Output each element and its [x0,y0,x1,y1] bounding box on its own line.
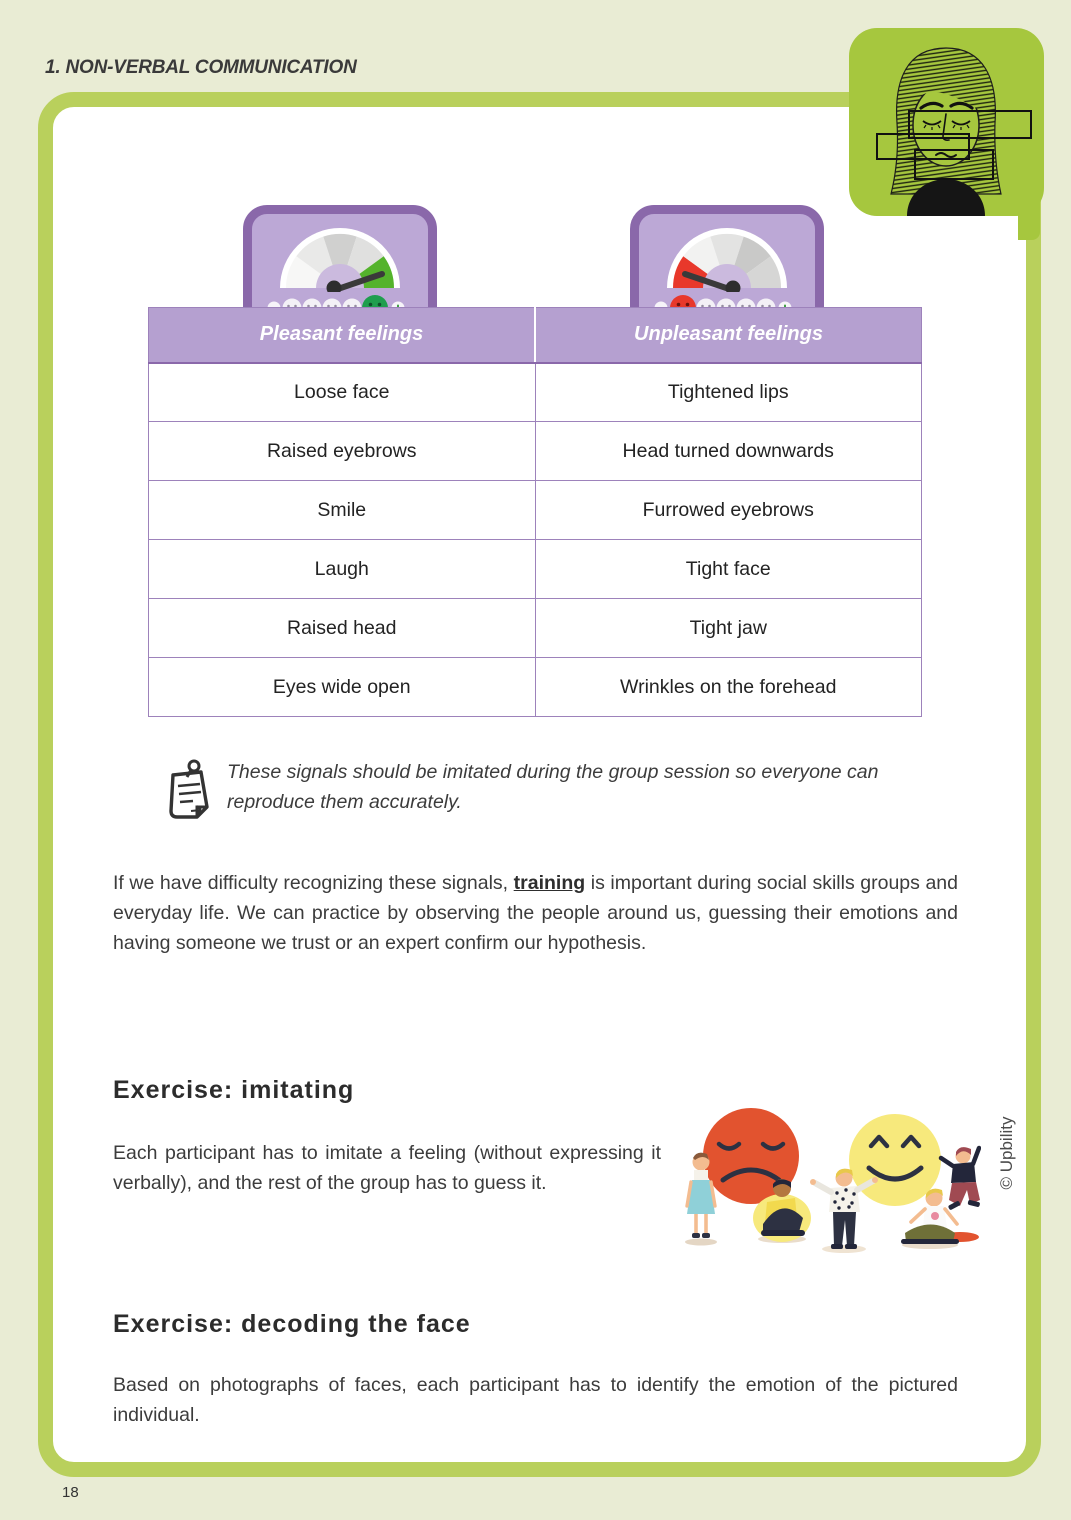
table-row [149,363,922,422]
table-row [149,658,922,717]
gauge-dial-negative-icon [657,218,797,292]
exercise-decoding-heading: Exercise: decoding the face [113,1310,471,1338]
page-title: 1. NON-VERBAL COMMUNICATION [45,57,357,78]
table-cell: Smile [149,481,536,540]
jumping-person-figure [941,1147,980,1210]
column-header-pleasant: Pleasant feelings [149,308,536,363]
table-header-row [149,308,922,363]
table-row [149,481,922,540]
sketched-face-icon [849,28,1044,216]
table-cell: Wrinkles on the forehead [535,658,922,717]
table-cell: Head turned downwards [535,422,922,481]
training-paragraph [113,868,958,958]
table-cell: Laugh [149,540,536,599]
table-cell: Furrowed eyebrows [535,481,922,540]
table-cell: Raised head [149,599,536,658]
page-number: 18 [62,1484,79,1501]
table-cell: Tight jaw [535,599,922,658]
note-text: These signals should be imitated during the group session so everyone can reproduce them accurately. [227,761,879,813]
exercise-imitating-heading: Exercise: imitating [113,1076,355,1104]
feelings-table-body [149,363,922,717]
header-illustration-box [849,28,1044,216]
column-header-unpleasant: Unpleasant feelings [535,308,922,363]
decoding-paragraph: Based on photographs of faces, each participant has to identify the emotion of the pictured individual. [113,1374,958,1426]
copyright-label: © Upbility [997,1116,1016,1190]
table-cell: Eyes wide open [149,658,536,717]
paragraph-text: is important during social skills groups and everyday life. We can practice by observing the people around us, guessing their emotions and having someone we trust or an expert confirm our hypothesis. [113,872,958,954]
note-pin-icon [163,759,213,819]
imitating-paragraph: Each participant has to imitate a feeling (without expressing it verbally), and the rest of the group has to guess it. [113,1142,661,1194]
table-cell: Loose face [149,363,536,422]
gauge-dial-positive-icon [270,218,410,292]
table-row [149,422,922,481]
table-cell: Tightened lips [535,363,922,422]
standing-person-figure [810,1169,878,1249]
note-block [163,757,953,819]
feelings-table [148,307,922,717]
table-cell: Raised eyebrows [149,422,536,481]
people-emotions-illustration [663,1106,981,1258]
table-cell: Tight face [535,540,922,599]
table-row [149,540,922,599]
table-row [149,599,922,658]
happy-emoji-icon [849,1114,941,1206]
training-emphasis: training [513,872,586,894]
paragraph-text: If we have difficulty recognizing these signals, [113,872,514,894]
